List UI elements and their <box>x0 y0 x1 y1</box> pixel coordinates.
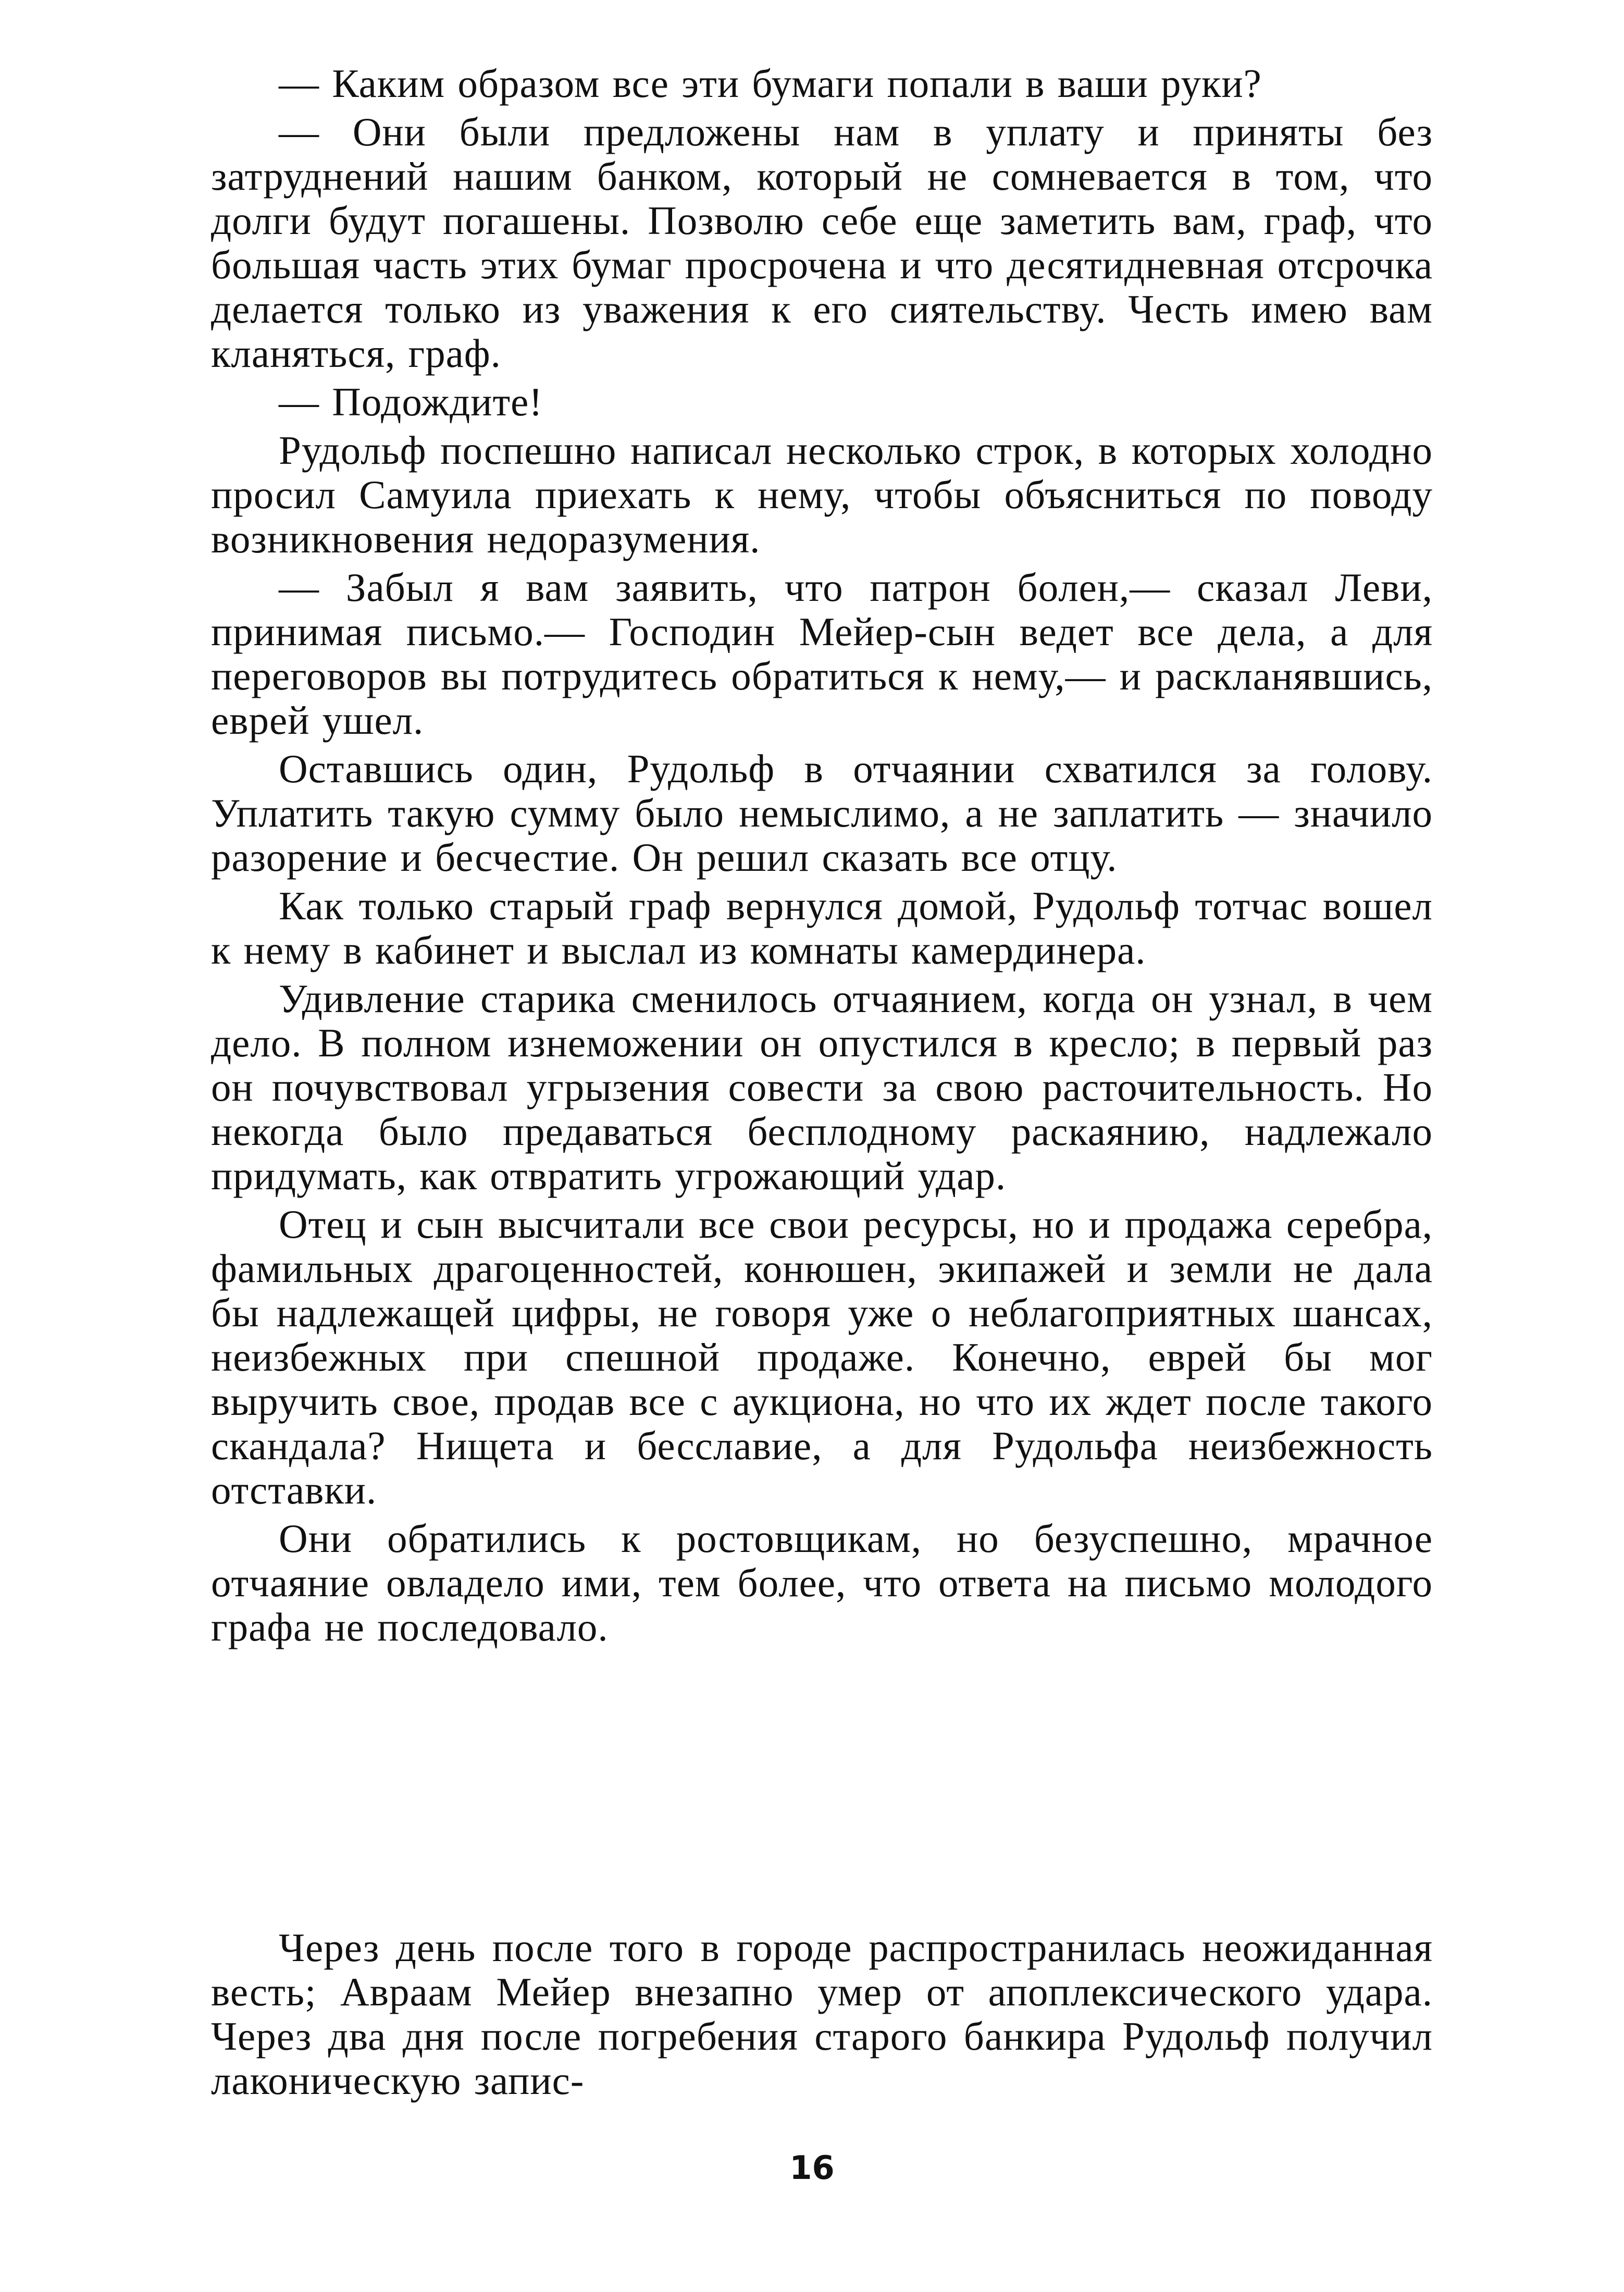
section-after-break <box>211 1926 1433 2107</box>
paragraph-2: — Они были предложены нам в уплату и приняты без затруднений нашим банком, который не сомневается в том, что долги будут погашены. Позволю себе еще заметить вам, граф, что большая часть этих бумаг просрочена и что десятидневная отсрочка делается только из уважения к его сиятельству. Честь имею вам кланяться, граф. <box>211 109 1433 376</box>
paragraph-4: Рудольф поспешно написал несколько строк, в которых холодно просил Самуила приехать к нему, чтобы объясниться по поводу возникновения недоразумения. <box>211 428 1433 561</box>
main-text-block <box>211 61 1433 1654</box>
page-number: 16 <box>789 2149 835 2187</box>
paragraph-9: Отец и сын высчитали все свои ресурсы, но и продажа серебра, фамильных драгоценностей, конюшен, экипажей и земли не дала бы надлежащей цифры, не говоря уже о неблагоприятных шансах, неизбежных при спешной продаже. Конечно, еврей бы мог выручить свое, продав все с аукциона, но что их ждет после такого скандала? Нищета и бесславие, а для Рудольфа неизбежность отставки. <box>211 1202 1433 1512</box>
paragraph-5: — Забыл я вам заявить, что патрон болен,— сказал Леви, принимая письмо.— Господин Мейер-сын ведет все дела, а для переговоров вы потрудитесь обратиться к нему,— и раскланявшись, еврей ушел. <box>211 565 1433 743</box>
paragraph-6: Оставшись один, Рудольф в отчаянии схватился за голову. Уплатить такую сумму было немыслимо, а не заплатить — значило разорение и бесчестие. Он решил сказать все отцу. <box>211 746 1433 880</box>
paragraph-10: Они обратились к ростовщикам, но безуспешно, мрачное отчаяние овладело ими, тем более, что ответа на письмо молодого графа не последовало. <box>211 1516 1433 1649</box>
paragraph-8: Удивление старика сменилось отчаянием, когда он узнал, в чем дело. В полном изнеможении он опустился в кресло; в первый раз он почувствовал угрызения совести за свою расточительность. Но некогда было предаваться бесплодному раскаянию, надлежало придумать, как отвратить угрожающий удар. <box>211 976 1433 1198</box>
paragraph-1: — Каким образом все эти бумаги попали в ваши руки? <box>279 61 1262 106</box>
paragraph-3: — Подождите! <box>279 379 543 424</box>
paragraph-7: Как только старый граф вернулся домой, Рудольф тотчас вошел к нему в кабинет и выслал из комнаты камердинера. <box>211 883 1433 972</box>
paragraph-11: Через день после того в городе распространилась неожиданная весть; Авраам Мейер внезапно умер от апоплексического удара. Через два дня после погребения старого банкира Рудольф получил лаконическую запис- <box>211 1925 1433 2103</box>
